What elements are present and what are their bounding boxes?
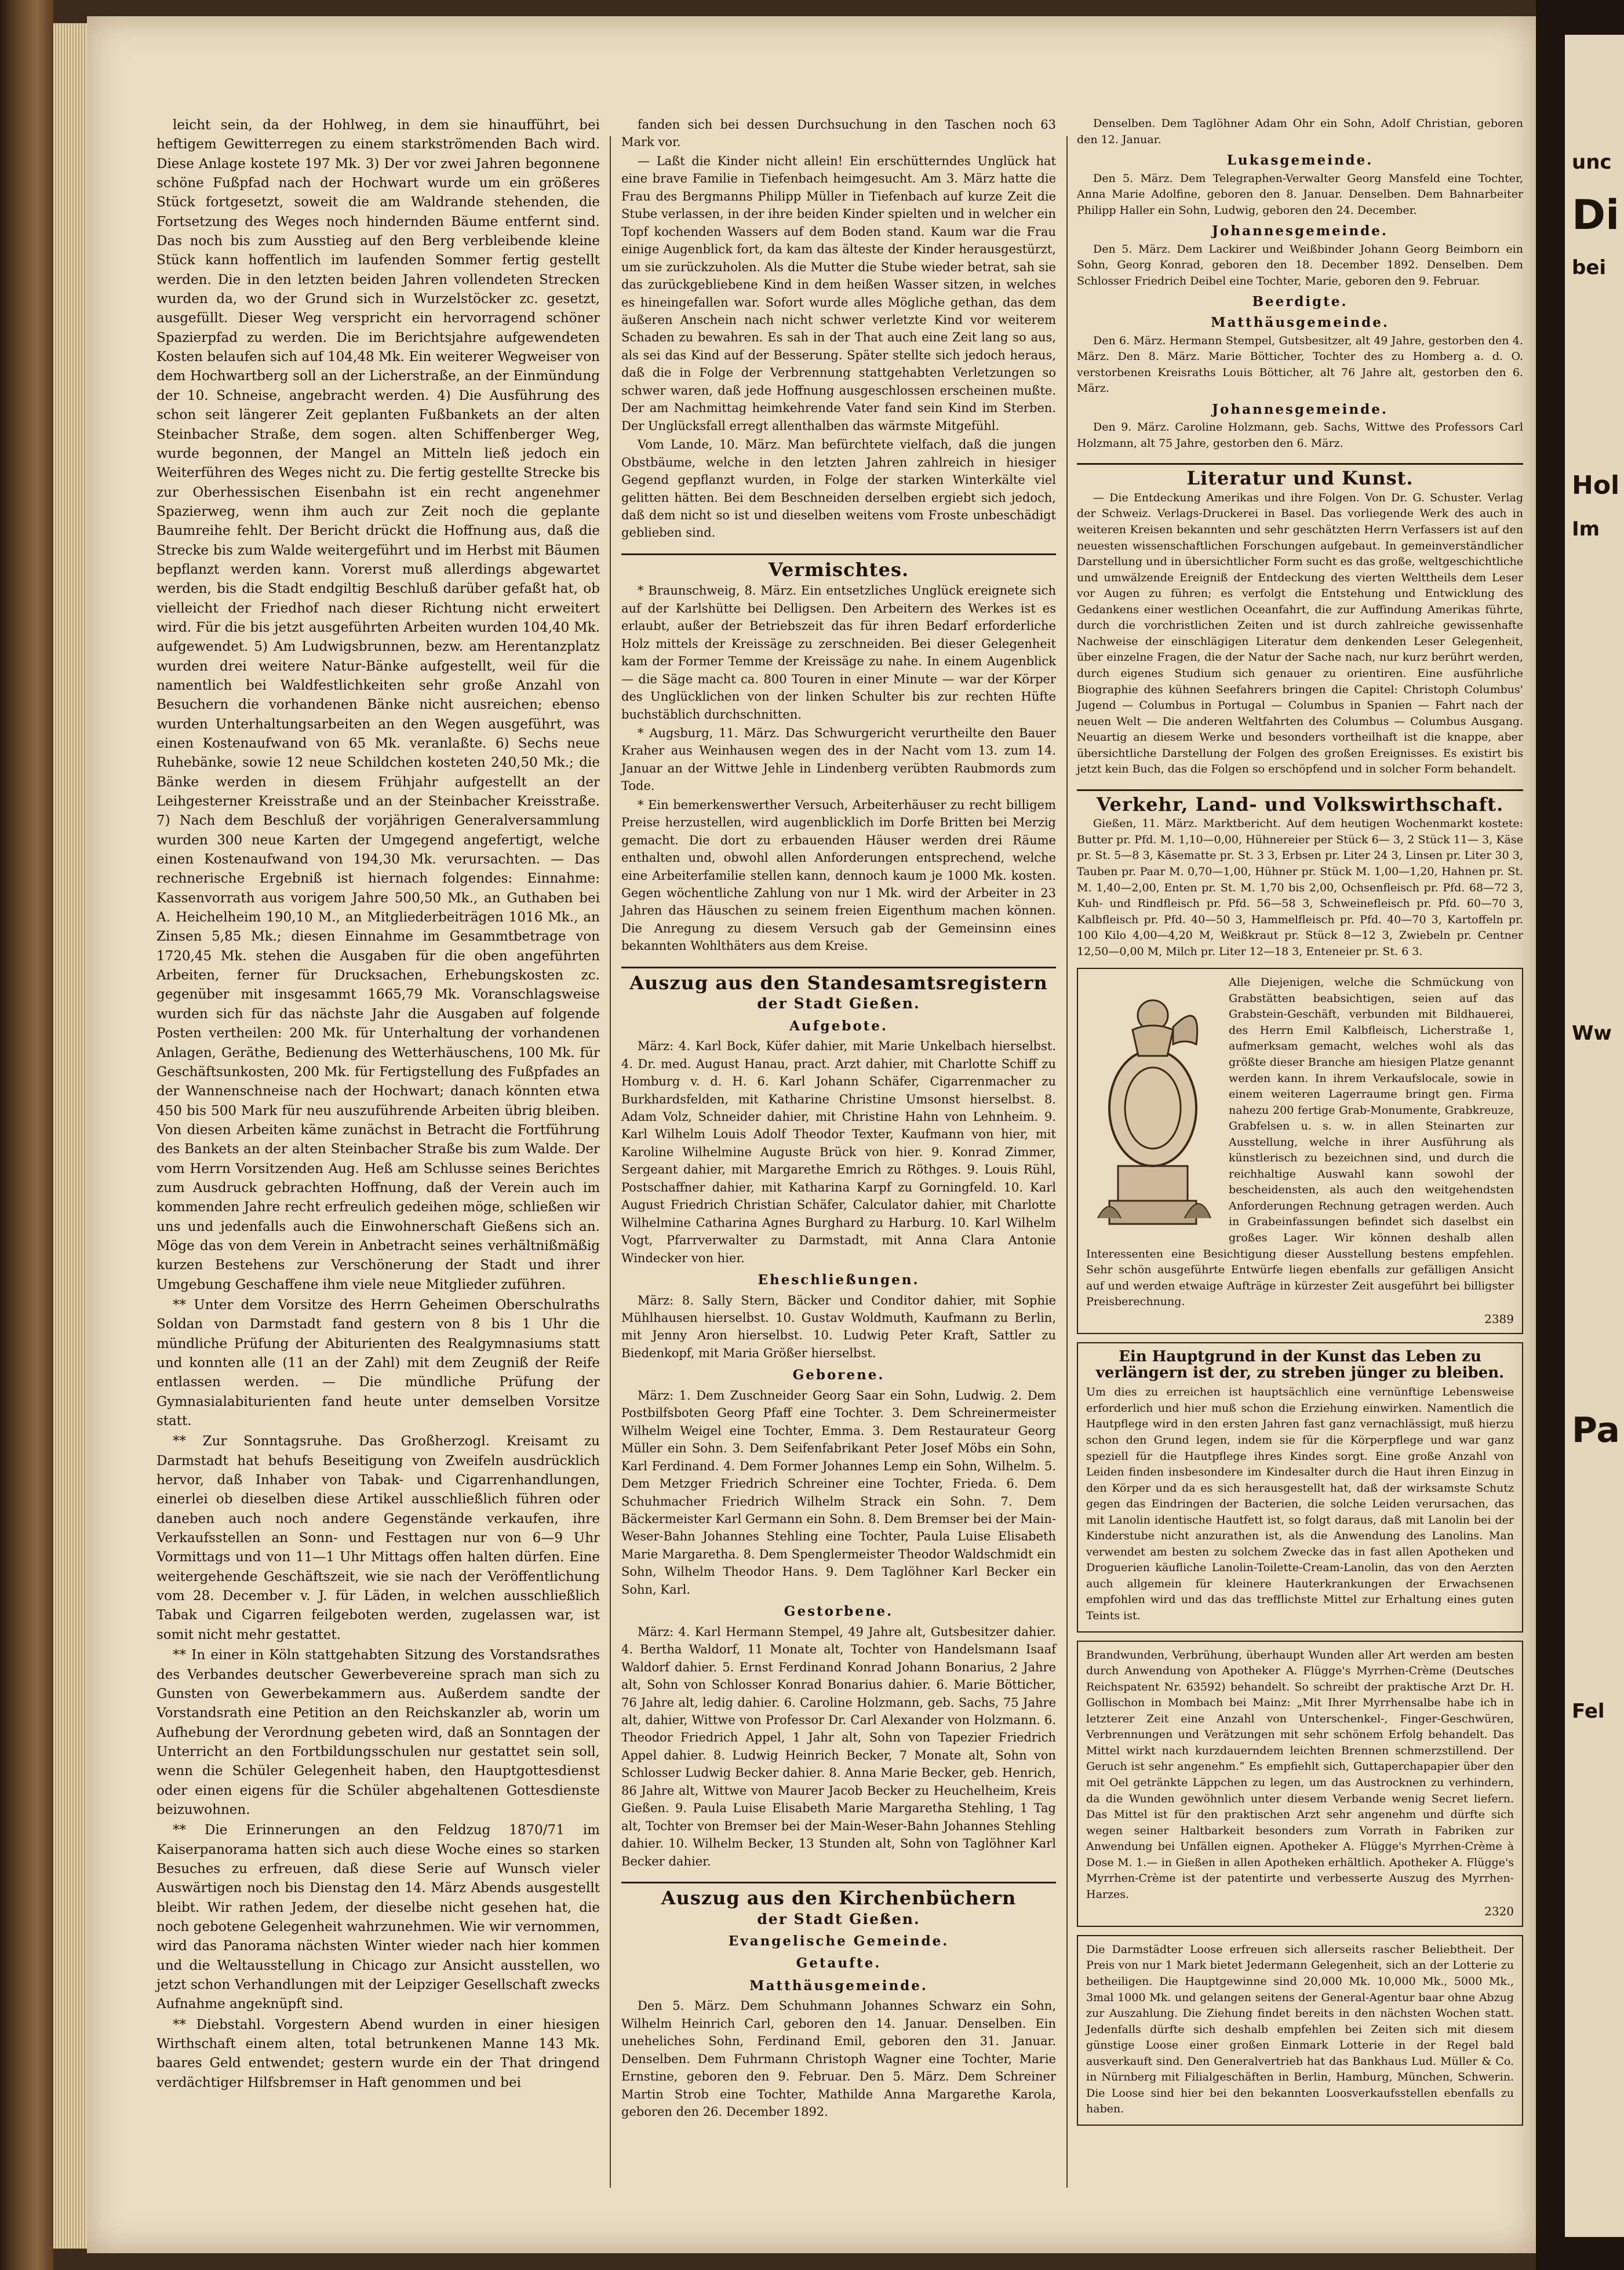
article-paragraph: leicht sein, da der Hohlweg, in dem sie hinaufführt, bei heftigem Gewitterregen zu einem starkströmenden Bach wird. Diese Anlage kostete 197 Mk. 3) Der vor zwei Jahren begonnene schöne Fußpfad nach der Hochwart wurde um ein größeres Stück fortgesetzt, soweit die am Waldrande stehenden, die Fortsetzung des Weges noch hindernden Bäume entfernt sind. Das noch bis zum Ausstieg auf den Berg verbleibende kleine Stück kann hoffentlich im laufenden Sommer fertig gestellt werden. Die in den letzten beiden Jahren vollendeten Strecken wurden da, wo der Grund sich in Wurzelstöcker zc. gesetzt, ausgefüllt. Dieser Weg verspricht ein hervorragend schöner Spazierpfad zu werden. Die im Berichtsjahre aufgewendeten Kosten belaufen sich auf 104,48 Mk. Ein weiterer Wegweiser von dem Hochwartberg soll an der Licherstraße, an der Einmündung der 10. Schneise, angebracht werden. 4) Die Ausführung des schon seit längerer Zeit geplanten Fußbankets an der alten Steinbacher Straße, dem sogen. alten Schiffenberger Weg, wurde begonnen, der Mangel an Mitteln ließ jedoch ein Weiterführen des Weges nicht zu. Die fertig gestellte Strecke bis zur Oberhessischen Eisenbahn ist ein recht angenehmer Spazierweg, wenn ihm auch zur Zeit noch die geplante Baumreihe fehlt. Der Bericht drückt die Hoffnung aus, daß die Strecke bis zum Walde weitergeführt und im Herbst mit Bäumen bepflanzt werden kann. Vorerst muß allerdings abgewartet werden, bis die Stadt endgiltig Beschluß darüber gefaßt hat, ob vielleicht der Friedhof nach dieser Richtung nicht erweitert wird. Für die bis jetzt ausgeführten Arbeiten wurden 104,40 Mk. aufgewendet. 5) Am Ludwigsbrunnen, bezw. am Herentanzplatz wurden drei weitere Natur-Bänke aufgestellt, weil für die namentlich bei Waldfestlichkeiten sehr große Anzahl von Besuchern die vorhandenen Bänke nicht ausreichen; ebenso wurden Unterhaltungsarbeiten an den Wegen ausgeführt, was einen Kostenaufwand von 65 Mk. veranlaßte. 6) Sechs neue Ruhebänke, sowie 12 neue Schildchen kosteten 240,50 Mk.; die Bänke werden in diesem Frühjahr aufgestellt an der Leihgesterner Kreisstraße und an der Steinbacher Kreisstraße. 7) Nach dem Beschluß der vorjährigen Generalversammlung wurden 300 neue Karten der Umgegend angefertigt, welche einen Kostenaufwand von 194,30 Mk. verursachten. — Das rechnerische Ergebniß ist hiernach folgendes: Einnahme: Kassenvorrath aus vorigem Jahre 500,50 Mk., an Guthaben bei A. Heichelheim 190,10 M., an Mitgliederbeiträgen 1016 Mk., an Zinsen 5,85 Mk.; diesen Einnahme im Gesammtbetrage von 1720,45 Mk. stehen die Ausgaben für die oben angeführten Arbeiten, ferner für Drucksachen, Erhebungskosten zc. gegenüber mit insgesammt 1665,79 Mk. Voranschlagsweise wurden sich für das nächste Jahr die Ausgaben auf folgende Posten vertheilen: 200 Mk. für Unterhaltung der vorhandenen Anlagen, Geräthe, Bedienung des Wetterhäuschens, 100 Mk. für Geschäftsunkosten, 200 Mk. für Fertigstellung des Fußpfades an der Wannenschneise nach der Hochwart; danach könnten etwa 450 bis 500 Mark für neu auszuführende Arbeiten übrig bleiben. Von diesen Arbeiten käme zunächst in Betracht die Fortführung des Bankets an der alten Steinbacher Straße bis zum Walde. Der vom Herrn Vorsitzenden Aug. Heß am Schlusse seines Berichtes zum Ausdruck gebrachten Hoffnung, daß der Verein auch im kommenden Jahre recht erfreulich gedeihen möge, schließen wir uns und jedenfalls auch die Einwohnerschaft Gießens sich an. Möge das von dem Verein in Anbetracht seines verhältnißmäßig kurzen Bestehens zur Verschönerung der Stadt und ihrer Umgebung Geschaffene ihm viele neue Mitglieder zuführen. (156, 118, 600, 1292)
column-1 (156, 116, 600, 2179)
register-entries: Den 5. März. Dem Telegraphen-Verwalter Georg Mansfeld eine Tochter, Anna Marie Adolfine, geboren den 8. Januar. Denselben. Dem Bahnarbeiter Philipp Haller ein Sohn, Ludwig, geboren den 24. December. (1077, 172, 1523, 217)
article-paragraph: ** Die Erinnerungen an den Feldzug 1870/71 im Kaiserpanorama hatten sich auch diese Woche eines so starken Besuches zu erfreuen, daß diese Serie auf Wunsch vieler Auswärtigen noch bis Dienstag den 14. März Abends ausgestellt bleibt. Wir rathen Jedem, der dieselbe nicht gesehen hat, die noch gebotene Gelegenheit wahrzunehmen. Wie wir vernommen, wird das Panorama nächsten Winter wieder nach hier kommen und die Weltausstellung in Chicago zur Ansicht ausstellen, wo jetzt schon Verhandlungen mit der Leipziger Gesellschaft zwecks Aufnahme angeknüpft sind. (156, 1823, 600, 2012)
adjacent-fragment: bei (1572, 256, 1607, 279)
advertisement-myrrhen-creme (1077, 1641, 1523, 1927)
advertisement-loose (1077, 1935, 1523, 2126)
advertisement-lanolin (1077, 1342, 1523, 1632)
ad-text: Die Darmstädter Loose erfreuen sich allerseits rascher Beliebtheit. Der Preis von nur 1 Mark bietet Jedermann Gelegenheit, sich an der Lotterie zu betheiligen. Die Hauptgewinne sind 20,000 Mk. 10,000 Mk., 5000 Mk., 3mal 1000 Mk. und gelangen seitens der General-Agentur baar ohne Abzug zur Auszahlung. Die Ziehung findet bereits in den nächsten Wochen statt. Jedenfalls dürfte sich deshalb empfehlen bei Zeiten sich mit diesem günstige Loose einer großen Einmark Lotterie in der Regel bald ausverkauft sind. Den Generalvertrieb hat das Bankhaus Lud. Müller & Co. in Nürnberg mit Filialgeschäften in Berlin, Hamburg, München, Schwerin. Die Loose sind hier bei den bekannten Loosverkaufsstellen ebenfalls zu haben. (1086, 1943, 1514, 2116)
article-paragraph: ** Zur Sonntagsruhe. Das Großherzogl. Kreisamt zu Darmstadt hat behufs Beseitigung von Zweifeln ausdrücklich hervor, daß Inhaber von Tabak- und Cigarrenhandlungen, einerlei ob dieselben diese Artikel ausschließlich führen oder daneben auch noch andere Gegenstände verkaufen, ihre Verkaufsstellen an Sonn- und Festtagen nur von 6—9 Uhr Vormittags und von 11—1 Uhr Mittags offen halten dürfen. Eine weitergehende Geschäftszeit, wie sie nach der Veröffentlichung vom 28. December v. J. für Läden, in welchen ausschließlich Tabak und Cigarren feilgeboten werden, zugelassen war, ist somit nicht mehr gestattet. (156, 1434, 600, 1642)
adjacent-fragment: Ww (1572, 1022, 1612, 1045)
register-entries: Denselben. Dem Taglöhner Adam Ohr ein Sohn, Adolf Christian, geboren den 12. Januar. (1077, 117, 1523, 146)
subheading-beerdigte: Beerdigte. (1252, 294, 1348, 310)
article-paragraph: — Laßt die Kinder nicht allein! Ein erschütterndes Unglück hat eine brave Familie in Tiefenbach heimgesucht. Am 3. März hatte die Frau des Bergmanns Philipp Müller in Tiefenbach auf kurze Zeit die Stube verlassen, in der ihre beiden Kinder spielten und in welcher ein Topf kochenden Wassers auf dem Boden stand. Kaum war die Frau einige Augenblick fort, da kam das älteste der Kinder herausgestürzt, um sie zurückzuholen. Als die Mutter die Stube wieder betrat, sah sie das zurückgebliebene Kind in dem heißen Wasser sitzen, in welches es hineingefallen war. Sofort wurde alles Mögliche gethan, das dem äußeren Anschein nach nicht schwer verletzte Kind vor weiterem Schaden zu bewahren. Es sah in der That auch eine Zeit lang so aus, als sei das Kind auf der Besserung. Später stellte sich jedoch heraus, daß die in Folge der Verbrennung stattgehabten Verletzungen so schwer waren, daß jede Hoffnung ausgeschlossen erscheinen mußte. Der am Nachmittag heimkehrende Vater fand sein Kind im Sterben. Der Unglücksfall erregt allenthalben das wärmste Mitgefühl. (621, 154, 1056, 433)
ad-code: 2389 (1484, 1311, 1514, 1326)
adjacent-fragment: Hol (1572, 471, 1620, 500)
column-3 (1077, 116, 1523, 2179)
congregation-heading: Matthäusgemeinde. (1211, 315, 1389, 331)
market-report: Gießen, 11. März. Marktbericht. Auf dem heutigen Wochenmarkt kostete: Butter pr. Pfd. M. 1,10—0,00, Hühnereier per Stück 6— 3, 2 Stück 11— 3, Käse pr. St. 5—8 3, Käsematte pr. St. 3 3, Erbsen pr. Liter 24 3, Linsen pr. Liter 30 3, Tauben pr. Paar M. 0,70—1,00, Hühner pr. Stück M. 1,00—1,20, Hahnen pr. St. M. 1,40—2,00, Enten pr. St. M. 1,70 bis 2,00, Ochsenfleisch pr. Pfd. 68—72 3, Kuh- und Rindfleisch pr. Pfd. 56—58 3, Schweinefleisch pr. Pfd. 60—70 3, Kalbfleisch pr. Pfd. 40—50 3, Hammelfleisch pr. Pfd. 40—70 3, Kartoffeln pr. 100 Kilo 4,00—4,20 M, Weißkraut pr. Stück 8—12 3, Zwiebeln pr. Centner 12,50—0,00 M, Milch pr. Liter 12—18 3, Enteneier pr. St. 6 3. (1077, 817, 1523, 958)
ad-text: Um dies zu erreichen ist hauptsächlich eine vernünftige Lebensweise erforderlich und hier muß schon die Erziehung einwirken. Namentlich die Hautpflege wird in den ersten Jahren fast ganz vernachlässigt, muß hierzu schon den Grund legen, indem sie für die Körperpflege und war ganz speziell für die Hautpflege ihres Kindes sorgt. Eine große Anzahl von Leiden finden insbesondere im Kindesalter durch die Haut ihren Einzug in den Körper und da es sich herausgestellt hat, daß der wirksamste Schutz gegen das Eindringen der Bacterien, die solche Leiden verursachen, das mit Lanolin identische Hautfett ist, so folgt daraus, daß mit Lanolin bei der Kinderstube nicht anzurathen ist, als die Anwendung des Lanolins. Man verwendet am besten zu solchem Zwecke das in fast allen Apotheken und Droguerien käufliche Lanolin-Toilette-Cream-Lanolin, das von den Aerzten auch allgemein für kleinere Hauterkrankungen der Erwachsenen empfohlen wird und das das trefflichste Mittel zur Erhaltung eines guten Teints ist. (1086, 1386, 1514, 1623)
congregation-heading: Matthäusgemeinde. (749, 1977, 928, 1994)
subheading-gestorbene: Gestorbene. (784, 1604, 894, 1620)
register-entries: März: 8. Sally Stern, Bäcker und Conditor dahier, mit Sophie Mühlhausen hierselbst. 10. Gustav Woldmuth, Kaufmann zu Berlin, mit Jenny Aron hierselbst. 10. Ludwig Peter Kraft, Sattler zu Biedenkopf, mit Maria Größer hierselbst. (621, 1293, 1056, 1360)
ad-text: Brandwunden, Verbrühung, überhaupt Wunden aller Art werden am besten durch Anwendung von Apotheker A. Flügge's Myrrhen-Crème (Deutsches Reichspatent Nr. 63592) behandelt. So schreibt der praktische Arzt Dr. H. Gollischon in Mombach bei Mainz: „Mit Ihrer Myrrhensalbe habe ich in letzterer Zeit eine Anzahl von Unterschenkel-, Finger-Geschwüren, Verbrennungen und Verätzungen mit sehr schönem Erfolg behandelt. Das Mittel wirkt nach kurzdauerndem leichten Brennen schmerzstillend. Der Geruch ist sehr angenehm.“ Es empfiehlt sich, Guttaperchapapier über den mit Oel getränkte Läppchen zu legen, um das Austrocknen zu verhindern, da die Wunden gewöhnlich unter diesem Verbande wenig Secret liefern. Das Mittel ist für den praktischen Arzt sehr angenehm und dürfte sich wegen seiner Haltbarkeit besonders zum Vorrath in Fabriken zur Anwendung bei Unfällen eignen. Apotheker A. Flügge's Myrrhen-Crème à Dose M. 1.— in Gießen in allen Apotheken erhältlich. Apotheker A. Flügge's Myrrhen-Crème ist der patentirte und verbesserte Auszug des Myrrhen-Harzes. (1086, 1648, 1514, 1901)
section-heading-standesamt: Auszug aus den Standesamtsregistern (621, 967, 1056, 992)
section-heading-vermischtes: Vermischtes. (621, 553, 1056, 578)
ad-code: 2320 (1484, 1904, 1514, 1919)
adjacent-fragment: unc (1572, 151, 1612, 174)
adjacent-fragment: Di (1572, 191, 1620, 239)
section-heading-literatur: Literatur und Kunst. (1077, 463, 1523, 487)
article-paragraph: ** In einer in Köln stattgehabten Sitzung des Vorstandsrathes des Verbandes deutscher Gewerbevereine sprach man sich zu Gunsten von Gewerbekammern aus. Außerdem sandte der Vorstandsrath eine Petition an den Reichskanzler ab, worin um Aufhebung der Verordnung gebeten wird, daß an Sonntagen der Unterricht an den Fortbildungsschulen nur gestattet sein soll, wenn die Schüler Gelegenheit haben, den Hauptgottesdienst oder einen eigens für die Schüler abgehaltenen Gottesdienste beizuwohnen. (156, 1648, 600, 1817)
grave-monument-illustration (1086, 975, 1219, 1230)
article-paragraph: — Die Entdeckung Amerikas und ihre Folgen. Von Dr. G. Schuster. Verlag der Schweiz. Verlags-Druckerei in Basel. Das vorliegende Werk des auch in weiteren Kreisen bekannten und sehr geschätzten Herrn Verfassers ist auf den neuesten wissenschaftlichen Forschungen aufgebaut. In gemeinverständlicher Darstellung und in übersichtlicher Form sucht es das große, weltgeschichtliche und umwälzende Ereigniß der Entdeckung des vierten Welttheils dem Leser vor Augen zu führen; es verfolgt die Entstehung und Entwicklung des Gedankens einer westlichen Oceanfahrt, die zur Auffindung Amerikas führte, durch die vorchristlichen Zeiten und ist durch zahlreiche gewissenhafte Nachweise der einschlägigen Literatur dem denkenden Leser Gelegenheit, über einzelne Fragen, die der Natur der Sache nach, nur kurz berührt werden, durch eigenes Studium sich genauer zu orientiren. Eine ausführliche Biographie des kühnen Seefahrers bringen die Capitel: Christoph Columbus' Jugend — Columbus in Portugal — Columbus in Spanien — Fahrt nach der neuen Welt — Die anderen Weltfahrten des Columbus — Columbus Ausgang. Neuartig an diesem Werke und besonders vortheilhaft ist die knappe, aber übersichtliche Darstellung der Folgen des großen Ereignisses. Es existirt bis jetzt kein Buch, das die Folgen so erschöpfend und in solcher Form behandelt. (1077, 491, 1523, 776)
subheading-eheschliessungen: Eheschließungen. (758, 1272, 920, 1288)
subheading-aufgebote: Aufgebote. (789, 1018, 888, 1034)
article-paragraph: ** Diebstahl. Vorgestern Abend wurden in einer hiesigen Wirthschaft einem alten, total betrunkenen Manne 143 Mk. baares Geld entwendet; gestern wurde ein der That dringend verdächtiger Hilfsbremser in Haft genommen und bei (156, 2017, 600, 2090)
section-subheading: der Stadt Gießen. (757, 1910, 920, 1928)
congregation-heading: Evangelische Gemeinde. (728, 1933, 949, 1949)
column-rule (610, 136, 611, 2188)
register-entries: März: 4. Karl Hermann Stempel, 49 Jahre alt, Gutsbesitzer dahier. 4. Bertha Waldorf, 11 Monate alt, Tochter von Handelsmann Isaaf Waldorf dahier. 5. Ernst Ferdinand Konrad Johann Bonarius, 2 Jahre alt, Sohn von Schlosser Konrad Bonarius dahier. 6. Marie Bötticher, 76 Jahre alt, ledig dahier. 6. Caroline Holzmann, geb. Sachs, 75 Jahre alt, dahier, Wittwe von Professor Dr. Carl Alexander von Holzmann. 6. Theodor Friedrich Appel, 1 Jahr alt, Sohn von Tapezier Friedrich Appel dahier. 8. Ludwig Heinrich Becker, 7 Monate alt, Sohn von Schlosser Ludwig Becker dahier. 8. Anna Marie Becker, geb. Henrich, 86 Jahre alt, Wittwe von Maurer Jacob Becker zu Heuchelheim, Kreis Gießen. 9. Paula Luise Elisabeth Marie Margaretha Stehling, 1 Tag alt, Tochter von Bremser bei der Main-Weser-Bahn Johannes Stehling dahier. 10. Wilhelm Becker, 13 Stunden alt, Sohn von Taglöhner Karl Becker dahier. (621, 1624, 1056, 1868)
register-entries: Den 5. März. Dem Lackirer und Weißbinder Johann Georg Beimborn ein Sohn, Georg Konrad, geboren den 18. December 1892. Denselben. Dem Schlosser Friedrich Deibel eine Tochter, Marie, geboren den 9. Februar. (1077, 242, 1523, 287)
column-2 (621, 116, 1056, 2179)
article-paragraph: * Ein bemerkenswerther Versuch, Arbeiterhäuser zu recht billigem Preise herzustellen, wird augenblicklich im Dorfe Britten bei Merzig gemacht. Die dort zu erbauenden Häuser werden drei Räume enthalten und, obwohl allen Anforderungen entsprechend, welche eine Arbeiterfamilie stellen kann, dennoch kaum je 1000 Mk. kosten. Gegen wöchentliche Zahlung von nur 1 Mk. wird der Arbeiter in 23 Jahren das Häuschen zu seinem freien Eigenthum machen können. Die Anregung zu diesem Versuch gab der Gemeinsinn eines bekannten Wohlthäters aus dem Kreise. (621, 797, 1056, 953)
adjacent-fragment: Fel (1572, 1700, 1605, 1723)
adjacent-page-fragment (1565, 35, 1624, 2237)
register-entries: Den 5. März. Dem Schuhmann Johannes Schwarz ein Sohn, Wilhelm Heinrich Carl, geboren den 14. Januar. Denselben. Ein uneheliches Sohn, Ferdinand Emil, geboren den 31. Januar. Denselben. Dem Fuhrmann Christoph Wagner eine Tochter, Marie Ernstine, geboren den 9. Februar. Den 5. März. Dem Schreiner Martin Strob eine Tochter, Mathilde Anna Margarethe Karola, geboren den 26. December 1892. (621, 1999, 1056, 2119)
section-subheading: der Stadt Gießen. (757, 995, 920, 1012)
advertisement-grabsteine (1077, 968, 1523, 1334)
section-heading-verkehr: Verkehr, Land- und Volkswirthschaft. (1077, 789, 1523, 813)
congregation-heading: Johannesgemeinde. (1212, 223, 1388, 239)
register-entries: März: 1. Dem Zuschneider Georg Saar ein Sohn, Ludwig. 2. Dem Postbilfsboten Georg Pfaff eine Tochter. 3. Dem Schreinermeister Wilhelm Weigel eine Tochter, Emma. 3. Dem Restaurateur Georg Müller ein Sohn. 3. Dem Seifenfabrikant Peter Josef Möbs ein Sohn, Karl Ferdinand. 4. Dem Former Johannes Lemp ein Sohn, Wilhelm. 5. Dem Metzger Friedrich Schreiner eine Tochter, Frieda. 6. Dem Schuhmacher Friedrich Wilhelm Strack ein Sohn. 7. Dem Bäckermeister Karl Germann ein Sohn. 8. Dem Bremser bei der Main-Weser-Bahn Johannes Stehling eine Tochter, Paula Luise Elisabeth Marie Margaretha. 8. Dem Spenglermeister Theodor Waldschmidt ein Sohn, Wilhelm Theodor Hans. 9. Dem Taglöhner Karl Becker ein Sohn, Karl. (621, 1388, 1056, 1597)
ad-text: Alle Diejenigen, welche die Schmückung von Grabstätten beabsichtigen, seien auf das Grabstein-Geschäft, verbunden mit Bildhauerei, des Herrn Emil Kalbfleisch, Licherstraße 1, aufmerksam gemacht, welches wohl als das größte dieser Branche am hiesigen Platze genannt werden kann. In ihrem Verkaufslocale, sowie in einem weiteren Lagerraume bringt gen. Firma nahezu 200 fertige Grab-Monumente, Grabkreuze, Grabfelsen u. s. w. in allen Steinarten zur Ausstellung, welche in ihrer Ausführung als künstlerisch zu bezeichnen sind, und durch die reichhaltige Auswahl kann sowohl der bescheidensten, als auch den weitgehendsten Anforderungen Rechnung getragen werden. Auch in Grabeinfassungen befindet sich daselbst ein großes Lager. Wir können deshalb allen Interessenten eine Besichtigung dieser Ausstellung bestens empfehlen. Sehr schön ausgeführte Entwürfe liegen ebenfalls zur gefälligen Ansicht auf und werden etwaige Aufträge in kürzester Zeit ausgeführt bei billigster Preisberechnung. (1086, 976, 1514, 1309)
ad-headline: Ein Hauptgrund in der Kunst das Leben zu verlängern ist der, zu streben jünger zu bleiben. (1095, 1348, 1505, 1382)
subheading-getaufte: Getaufte. (796, 1955, 882, 1972)
register-entries: Den 9. März. Caroline Holzmann, geb. Sachs, Wittwe des Professors Carl Holzmann, alt 75 Jahre, gestorben den 6. März. (1077, 421, 1523, 450)
book-spine (0, 0, 53, 2270)
adjacent-fragment: Im (1572, 518, 1600, 541)
subheading-geborene: Geborene. (792, 1367, 885, 1383)
section-heading-kirchenbuecher: Auszug aus den Kirchenbüchern (621, 1882, 1056, 1907)
register-entries: Den 6. März. Hermann Stempel, Gutsbesitzer, alt 49 Jahre, gestorben den 4. März. Den 8. März. Marie Bötticher, Tochter des zu Homberg a. d. O. verstorbenen Kreisraths Louis Bötticher, alt 76 Jahre alt, gestorben den 6. März. (1077, 334, 1523, 395)
article-paragraph: * Braunschweig, 8. März. Ein entsetzliches Unglück ereignete sich auf der Karlshütte bei Delligsen. Den Arbeitern des Werkes ist es erlaubt, außer der Betriebszeit das für ihren Bedarf erforderliche Holz mittels der Kreissäge zu zerschneiden. Bei dieser Gelegenheit kam der Former Temme der Kreissäge zu nahe. In einem Augenblick — die Säge macht ca. 800 Touren in einer Minute — war der Körper des Unglücklichen von der linken Schulter bis zur rechten Hüfte buchstäblich durchschnitten. (621, 584, 1056, 722)
article-paragraph: fanden sich bei dessen Durchsuchung in den Taschen noch 63 Mark vor. (621, 118, 1056, 150)
congregation-heading: Lukasgemeinde. (1226, 152, 1374, 169)
congregation-heading: Johannesgemeinde. (1212, 401, 1388, 417)
article-paragraph: Vom Lande, 10. März. Man befürchtete vielfach, daß die jungen Obstbäume, welche in den letzten Jahren zahlreich in hiesiger Gegend gepflanzt wurden, in Folge der starken Winterkälte viel gelitten hätten. Bei dem Beschneiden derselben ergiebt sich jedoch, daß dem nicht so ist und dieselben weitens vom Froste unbeschädigt geblieben sind. (621, 438, 1056, 540)
article-paragraph: ** Unter dem Vorsitze des Herrn Geheimen Oberschulraths Soldan von Darmstadt fand gestern von 8 bis 1 Uhr die mündliche Prüfung der Abiturienten des Realgymnasiums statt und konnten alle (11 an der Zahl) mit dem Zeugniß der Reife entlassen werden. — Die mündliche Prüfung der Gymnasialabiturienten fand heute unter demselben Vorsitze statt. (156, 1297, 600, 1429)
column-rule (1066, 136, 1068, 2188)
adjacent-fragment: Pa (1572, 1410, 1620, 1451)
register-entries: März: 4. Karl Bock, Küfer dahier, mit Marie Unkelbach hierselbst. 4. Dr. med. August Hanau, pract. Arzt dahier, mit Charlotte Schiff zu Homburg v. d. H. 6. Karl Johann Schäfer, Cigarrenmacher zu Burkhardsfelden, mit Katharine Christine Umsonst hierselbst. 8. Adam Volz, Schneider dahier, mit Christine Hahn von Lehnheim. 9. Karl Wilhelm Louis Adolf Theodor Texter, Kaufmann von hier, mit Karoline Wilhelmine Auguste Brück von hier. 9. Konrad Zimmer, Sergeant dahier, mit Margarethe Emrich zu Röthges. 9. Louis Rühl, Postschaffner dahier, mit Katharina Karpf zu Gorningfeld. 10. Karl August Friedrich Christian Schäfer, Calculator dahier, mit Charlotte Wilhelmine Catharina Agnes Burghard zu Harburg. 10. Karl Wilhelm Vogt, Pfarrverwalter zu Darmstadt, mit Anna Clara Antonie Windecker von hier. (621, 1039, 1056, 1265)
article-paragraph: * Augsburg, 11. März. Das Schwurgericht verurtheilte den Bauer Kraher aus Weinhausen wegen des in der Nacht vom 13. zum 14. Januar an der Wittwe Jehle in Lindenberg verübten Raubmords zum Tode. (621, 726, 1056, 793)
